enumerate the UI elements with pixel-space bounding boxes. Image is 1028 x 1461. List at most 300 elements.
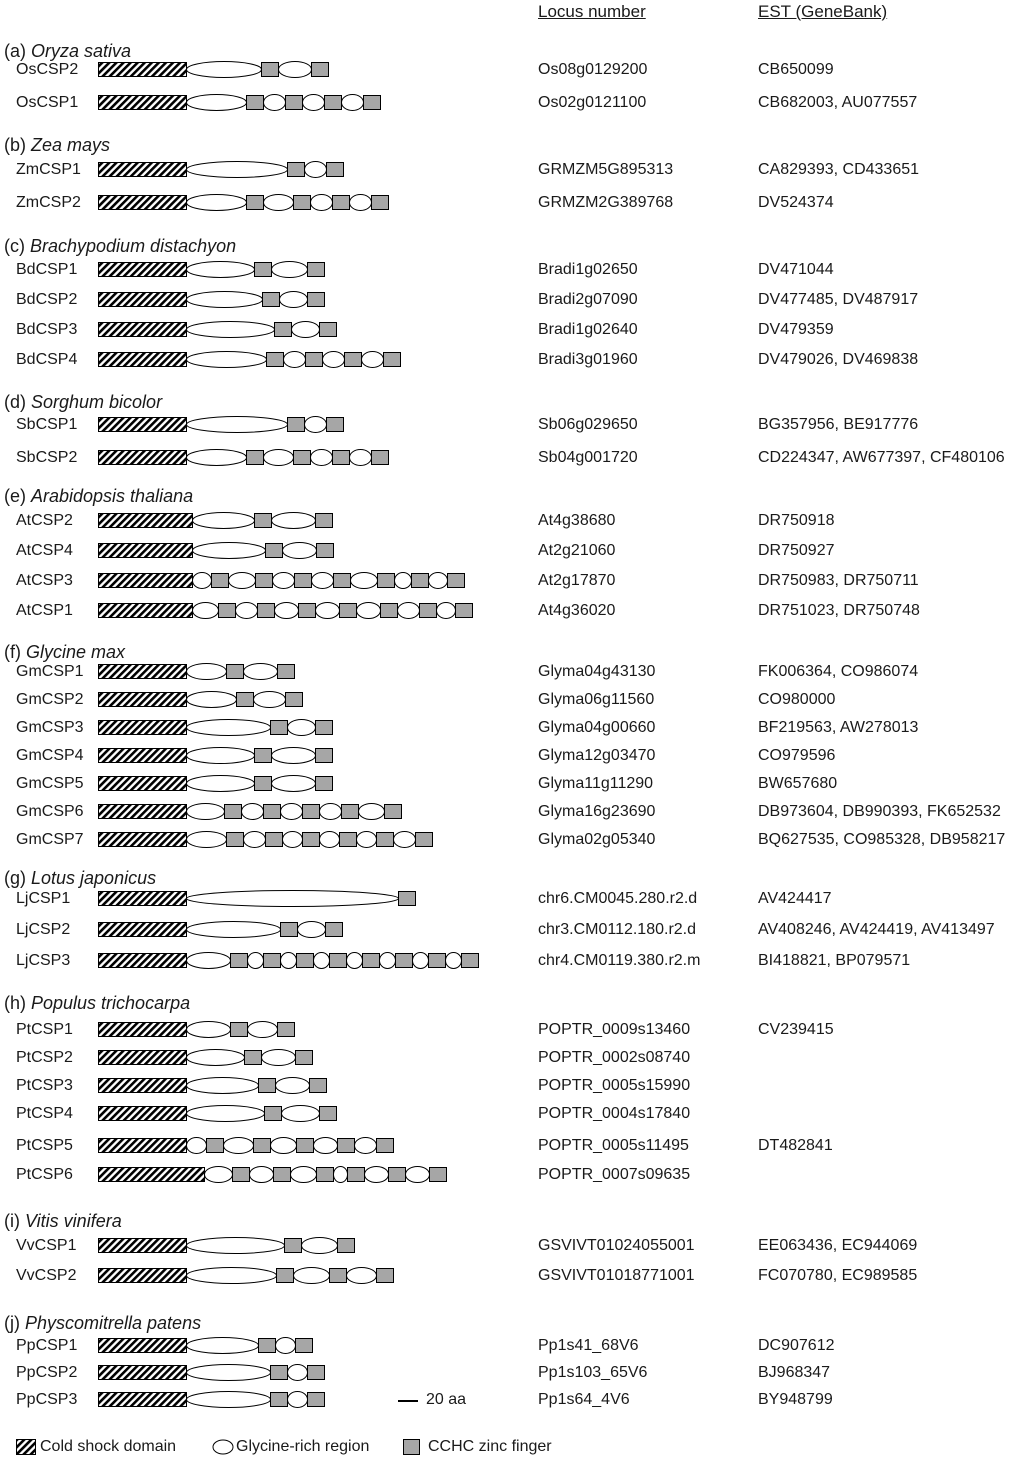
cold-shock-domain <box>99 1051 187 1065</box>
glycine-rich-region <box>413 953 429 969</box>
cchc-zinc-finger <box>227 833 244 847</box>
cchc-zinc-finger <box>316 777 333 791</box>
species-name: Physcomitrella patens <box>25 1313 202 1333</box>
est-accessions: CV239415 <box>758 1021 834 1038</box>
cold-shock-domain <box>99 665 187 679</box>
locus-number: POPTR_0004s17840 <box>538 1105 691 1122</box>
species-heading <box>4 391 162 413</box>
domain-structure <box>98 348 518 372</box>
glycine-rich-region <box>406 1167 430 1183</box>
cold-shock-domain <box>99 63 187 77</box>
cchc-zinc-finger <box>297 1139 314 1153</box>
gene-name: GmCSP4 <box>16 747 84 764</box>
est-accessions: DR751023, DR750748 <box>758 602 920 619</box>
locus-number: Bradi1g02640 <box>538 321 638 338</box>
cchc-zinc-finger <box>296 1051 313 1065</box>
locus-number: At4g38680 <box>538 512 616 529</box>
glycine-rich-region <box>429 573 448 589</box>
glycine-rich-region <box>272 262 308 278</box>
species-heading <box>4 1312 201 1334</box>
cchc-zinc-finger <box>255 749 272 763</box>
cchc-zinc-finger <box>308 1366 325 1380</box>
species-name: Brachypodium distachyon <box>30 236 237 256</box>
locus-number: At2g17870 <box>538 572 616 589</box>
glycine-rich-region <box>224 1138 254 1154</box>
glycine-rich-region <box>282 1106 320 1122</box>
est-accessions: DT482841 <box>758 1137 833 1154</box>
gene-name: AtCSP2 <box>16 512 73 529</box>
gene-row <box>0 688 1028 712</box>
cchc-zinc-finger <box>448 574 465 588</box>
legend-label: Glycine-rich region <box>236 1438 370 1455</box>
domain-structure <box>98 1018 518 1042</box>
glycine-rich-region <box>394 832 416 848</box>
cchc-zinc-finger <box>308 263 325 277</box>
cchc-zinc-finger <box>372 196 389 210</box>
gene-row <box>0 1234 1028 1258</box>
locus-number: POPTR_0005s11495 <box>538 1137 689 1154</box>
species-letter: (e) <box>4 486 31 506</box>
domain-structure <box>98 258 518 282</box>
cold-shock-domain <box>99 1168 205 1182</box>
cchc-zinc-finger <box>297 954 314 968</box>
glycine-rich-region <box>205 1167 233 1183</box>
species-letter: (i) <box>4 1211 25 1231</box>
cold-shock-domain <box>99 1393 187 1407</box>
cchc-zinc-finger <box>278 665 295 679</box>
glycine-rich-region <box>187 62 262 78</box>
glycine-rich-region <box>350 450 372 466</box>
gene-row <box>0 599 1028 623</box>
glycine-rich-region <box>187 162 288 178</box>
glycine-rich-region <box>312 573 334 589</box>
cchc-zinc-finger <box>263 293 280 307</box>
domain-structure <box>98 1163 518 1187</box>
cold-shock-domain <box>99 1079 187 1093</box>
est-accessions: FK006364, CO986074 <box>758 663 919 680</box>
domain-structure <box>98 1264 518 1288</box>
cchc-zinc-finger <box>340 604 357 618</box>
cchc-zinc-finger <box>456 604 473 618</box>
domain-structure <box>98 949 518 973</box>
glycine-rich-region <box>320 832 340 848</box>
glycine-rich-region <box>298 922 326 938</box>
cchc-zinc-finger <box>264 805 281 819</box>
cold-shock-domain <box>99 833 187 847</box>
glycine-rich-region <box>187 804 225 820</box>
cold-shock-domain <box>99 323 187 337</box>
glycine-rich-region <box>187 262 255 278</box>
domain-structure <box>98 288 518 312</box>
glycine-rich-region <box>272 513 316 529</box>
glycine-rich-region <box>446 953 462 969</box>
cchc-zinc-finger <box>288 418 305 432</box>
cchc-zinc-finger <box>316 749 333 763</box>
cold-shock-domain <box>99 196 187 210</box>
cchc-zinc-finger <box>219 604 236 618</box>
glycine-rich-region <box>262 1050 296 1066</box>
est-accessions: DV479359 <box>758 321 834 338</box>
gene-row <box>0 258 1028 282</box>
cchc-zinc-finger <box>310 1079 327 1093</box>
glycine-rich-region <box>355 1138 377 1154</box>
cold-shock-domain <box>99 353 187 367</box>
gene-name: SbCSP1 <box>16 416 78 433</box>
scale-bar-line <box>398 1400 418 1402</box>
species-heading <box>4 992 190 1014</box>
glycine-rich-region <box>187 748 255 764</box>
cchc-zinc-finger <box>381 604 398 618</box>
cold-shock-domain <box>99 954 187 968</box>
hatch-swatch-icon <box>16 1439 36 1455</box>
cchc-zinc-finger <box>308 293 325 307</box>
cold-shock-domain <box>99 451 187 465</box>
glycine-rich-region <box>357 603 381 619</box>
cchc-zinc-finger <box>267 353 284 367</box>
glycine-rich-region <box>187 720 271 736</box>
species-letter: (f) <box>4 642 26 662</box>
glycine-rich-region <box>311 195 333 211</box>
cchc-zinc-finger <box>303 833 320 847</box>
domain-structure <box>98 744 518 768</box>
cchc-zinc-finger <box>334 574 351 588</box>
glycine-rich-region <box>187 1338 259 1354</box>
est-accessions: DV477485, DV487917 <box>758 291 919 308</box>
gene-name: BdCSP4 <box>16 351 78 368</box>
domain-structure <box>98 772 518 796</box>
cchc-zinc-finger <box>430 1168 447 1182</box>
gene-name: PtCSP3 <box>16 1077 73 1094</box>
species-letter: (b) <box>4 135 31 155</box>
glycine-rich-region <box>254 692 286 708</box>
cchc-zinc-finger <box>462 954 479 968</box>
gene-row <box>0 446 1028 470</box>
gene-name: GmCSP7 <box>16 831 84 848</box>
glycine-rich-region <box>291 1167 317 1183</box>
gene-name: VvCSP1 <box>16 1237 77 1254</box>
glycine-rich-region <box>395 573 412 589</box>
est-accessions: FC070780, EC989585 <box>758 1267 918 1284</box>
locus-number: At2g21060 <box>538 542 616 559</box>
gene-row <box>0 1134 1028 1158</box>
domain-structure <box>98 191 518 215</box>
cchc-zinc-finger <box>281 923 298 937</box>
glycine-rich-region <box>187 1268 277 1284</box>
cchc-zinc-finger <box>285 1239 302 1253</box>
glycine-rich-region <box>264 95 286 111</box>
cchc-zinc-finger <box>306 353 323 367</box>
cchc-zinc-finger <box>429 954 446 968</box>
gene-row <box>0 716 1028 740</box>
cchc-zinc-finger <box>330 954 347 968</box>
cold-shock-domain <box>99 805 187 819</box>
cchc-zinc-finger <box>254 1139 271 1153</box>
glycine-rich-region <box>187 1050 245 1066</box>
cchc-zinc-finger <box>363 954 380 968</box>
glycine-rich-region <box>250 1167 274 1183</box>
cold-shock-domain <box>99 1339 187 1353</box>
gene-row <box>0 413 1028 437</box>
locus-number: Bradi1g02650 <box>538 261 638 278</box>
cchc-zinc-finger <box>259 1339 276 1353</box>
cchc-zinc-finger <box>308 1393 325 1407</box>
gene-row <box>0 772 1028 796</box>
cold-shock-domain <box>99 749 187 763</box>
glycine-rich-region <box>273 573 295 589</box>
domain-structure <box>98 58 518 82</box>
cchc-zinc-finger <box>338 1139 355 1153</box>
glycine-rich-region <box>236 603 258 619</box>
glycine-rich-region <box>359 804 385 820</box>
glycine-rich-region <box>193 543 266 559</box>
gene-name: PtCSP1 <box>16 1021 73 1038</box>
domain-structure <box>98 688 518 712</box>
est-accessions: AV424417 <box>758 890 832 907</box>
scale-bar-label: 20 aa <box>426 1391 467 1408</box>
est-accessions: CD224347, AW677397, CF480106 <box>758 449 1005 466</box>
glycine-rich-region <box>229 573 256 589</box>
glycine-rich-region <box>305 162 327 178</box>
gene-row <box>0 1388 1028 1412</box>
locus-number: chr4.CM0119.380.r2.m <box>538 952 701 969</box>
species-name: Lotus japonicus <box>31 868 157 888</box>
est-accessions: CB682003, AU077557 <box>758 94 918 111</box>
glycine-rich-region <box>351 573 378 589</box>
glycine-rich-region <box>311 450 333 466</box>
species-letter: (h) <box>4 993 31 1013</box>
cchc-zinc-finger <box>320 323 337 337</box>
glycine-rich-region <box>350 195 372 211</box>
gene-row <box>0 191 1028 215</box>
glycine-rich-region <box>187 664 227 680</box>
gene-row <box>0 800 1028 824</box>
cchc-zinc-finger <box>264 954 281 968</box>
cold-shock-domain <box>99 1107 187 1121</box>
species-heading <box>4 134 110 156</box>
est-accessions: BF219563, AW278013 <box>758 719 919 736</box>
gene-row <box>0 318 1028 342</box>
gene-row <box>0 91 1028 115</box>
glycine-rich-region <box>276 1078 310 1094</box>
glycine-rich-region <box>294 1268 330 1284</box>
domain-structure <box>98 918 518 942</box>
species-name: Glycine max <box>26 642 126 662</box>
cold-shock-domain <box>99 544 193 558</box>
cchc-zinc-finger <box>271 1393 288 1407</box>
cchc-zinc-finger <box>364 96 381 110</box>
est-accessions: DV524374 <box>758 194 834 211</box>
est-accessions: AV408246, AV424419, AV413497 <box>758 921 995 938</box>
gene-row <box>0 1102 1028 1126</box>
locus-number: GRMZM2G389768 <box>538 194 674 211</box>
domain-structure <box>98 828 518 852</box>
cchc-zinc-finger <box>316 721 333 735</box>
locus-number: GRMZM5G895313 <box>538 161 674 178</box>
glycine-rich-region <box>187 352 267 368</box>
gene-row <box>0 660 1028 684</box>
glycine-rich-region <box>279 62 312 78</box>
cchc-zinc-finger <box>345 353 362 367</box>
cchc-zinc-finger <box>225 805 242 819</box>
cchc-zinc-finger <box>299 604 316 618</box>
gene-name: GmCSP1 <box>16 663 84 680</box>
gene-row <box>0 58 1028 82</box>
gene-name: PtCSP6 <box>16 1166 73 1183</box>
domain-structure <box>98 1046 518 1070</box>
cchc-zinc-finger <box>247 196 264 210</box>
gene-name: LjCSP2 <box>16 921 71 938</box>
species-name: Arabidopsis thaliana <box>31 486 194 506</box>
cchc-zinc-finger <box>296 1339 313 1353</box>
gene-name: PpCSP2 <box>16 1364 78 1381</box>
cchc-zinc-finger <box>399 892 416 906</box>
glycine-rich-region <box>357 832 377 848</box>
cchc-zinc-finger <box>384 353 401 367</box>
cchc-zinc-finger <box>237 693 254 707</box>
domain-structure <box>98 716 518 740</box>
cold-shock-domain <box>99 693 187 707</box>
glycine-rich-region <box>187 322 275 338</box>
glycine-rich-region <box>280 292 308 308</box>
gene-name: AtCSP4 <box>16 542 73 559</box>
cchc-zinc-finger <box>338 1239 355 1253</box>
gene-row <box>0 1334 1028 1358</box>
locus-number: Glyma16g23690 <box>538 803 656 820</box>
gene-row <box>0 887 1028 911</box>
cold-shock-domain <box>99 293 187 307</box>
glycine-rich-region <box>187 292 263 308</box>
species-letter: (c) <box>4 236 30 256</box>
glycine-rich-region <box>284 352 306 368</box>
glycine-rich-region <box>320 804 342 820</box>
glycine-rich-region <box>275 603 299 619</box>
cold-shock-domain <box>99 777 187 791</box>
cold-shock-domain <box>99 1239 187 1253</box>
glycine-rich-region <box>244 664 278 680</box>
cchc-zinc-finger <box>259 1079 276 1093</box>
cchc-zinc-finger <box>420 604 437 618</box>
gene-name: ZmCSP1 <box>16 161 81 178</box>
cchc-zinc-finger <box>288 163 305 177</box>
species-letter: (g) <box>4 868 31 888</box>
gene-row <box>0 1361 1028 1385</box>
locus-number: GSVIVT01018771001 <box>538 1267 695 1284</box>
cchc-zinc-finger <box>377 1139 394 1153</box>
glycine-rich-region <box>314 953 330 969</box>
est-accessions: CA829393, CD433651 <box>758 161 920 178</box>
est-accessions: CB650099 <box>758 61 834 78</box>
domain-structure <box>98 1102 518 1126</box>
cold-shock-domain <box>99 892 187 906</box>
glycine-rich-region <box>248 953 264 969</box>
domain-structure <box>98 446 518 470</box>
legend-cold-shock-domain <box>16 1437 206 1457</box>
cchc-zinc-finger <box>327 418 344 432</box>
locus-number: Os02g0121100 <box>538 94 647 111</box>
cchc-zinc-finger <box>294 196 311 210</box>
cchc-zinc-finger <box>348 1168 365 1182</box>
glycine-rich-region <box>271 1138 297 1154</box>
cchc-zinc-finger <box>271 721 288 735</box>
glycine-rich-region <box>193 603 219 619</box>
gene-name: PtCSP4 <box>16 1105 73 1122</box>
species-letter: (a) <box>4 41 31 61</box>
glycine-rich-region <box>193 513 255 529</box>
domain-structure <box>98 887 518 911</box>
glycine-rich-region <box>187 832 227 848</box>
locus-number: Sb04g001720 <box>538 449 638 466</box>
cchc-zinc-finger <box>255 777 272 791</box>
glycine-rich-region <box>187 891 399 907</box>
cchc-zinc-finger <box>256 574 273 588</box>
gene-row <box>0 918 1028 942</box>
cold-shock-domain <box>99 574 193 588</box>
cchc-zinc-finger <box>266 544 283 558</box>
cchc-zinc-finger <box>377 1269 394 1283</box>
glycine-rich-region <box>288 1392 308 1408</box>
glycine-rich-region <box>193 573 212 589</box>
gene-row <box>0 288 1028 312</box>
gene-name: PtCSP5 <box>16 1137 73 1154</box>
locus-number: Glyma04g43130 <box>538 663 656 680</box>
glycine-rich-region <box>187 195 247 211</box>
cchc-zinc-finger <box>231 1023 248 1037</box>
locus-number: GSVIVT01024055001 <box>538 1237 695 1254</box>
gene-name: PpCSP1 <box>16 1337 78 1354</box>
cchc-zinc-finger <box>255 263 272 277</box>
gene-row <box>0 1046 1028 1070</box>
locus-number: Os08g0129200 <box>538 61 648 78</box>
cchc-zinc-finger <box>412 574 429 588</box>
cchc-zinc-finger <box>316 514 333 528</box>
species-heading <box>4 485 193 507</box>
cold-shock-domain <box>99 1023 187 1037</box>
cold-shock-domain <box>99 163 187 177</box>
locus-number: Pp1s64_4V6 <box>538 1391 630 1408</box>
gene-row <box>0 569 1028 593</box>
locus-number: POPTR_0005s15990 <box>538 1077 691 1094</box>
gene-name: AtCSP1 <box>16 602 73 619</box>
est-accessions: BW657680 <box>758 775 838 792</box>
est-accessions: DR750927 <box>758 542 835 559</box>
species-name: Oryza sativa <box>31 41 132 61</box>
gene-name: OsCSP2 <box>16 61 79 78</box>
gene-name: BdCSP2 <box>16 291 78 308</box>
gene-name: GmCSP3 <box>16 719 84 736</box>
species-name: Sorghum bicolor <box>31 392 163 412</box>
domain-structure <box>98 318 518 342</box>
cold-shock-domain <box>99 604 193 618</box>
locus-number: chr3.CM0112.180.r2.d <box>538 921 697 938</box>
est-accessions: DB973604, DB990393, FK652532 <box>758 803 1001 820</box>
locus-number: Pp1s41_68V6 <box>538 1337 639 1354</box>
gene-name: LjCSP1 <box>16 890 71 907</box>
est-accessions: DV479026, DV469838 <box>758 351 919 368</box>
cchc-zinc-finger <box>271 1366 288 1380</box>
species-heading <box>4 1210 122 1232</box>
cchc-zinc-finger <box>255 514 272 528</box>
cchc-zinc-finger <box>207 1139 224 1153</box>
domain-structure <box>98 660 518 684</box>
cold-shock-domain <box>99 263 187 277</box>
glycine-rich-region <box>187 922 281 938</box>
glycine-rich-region <box>187 450 247 466</box>
legend-cchc-zinc-finger <box>403 1437 583 1457</box>
est-accessions: BI418821, BP079571 <box>758 952 911 969</box>
cchc-zinc-finger <box>327 163 344 177</box>
cold-shock-domain <box>99 1366 187 1380</box>
cchc-zinc-finger <box>286 96 303 110</box>
